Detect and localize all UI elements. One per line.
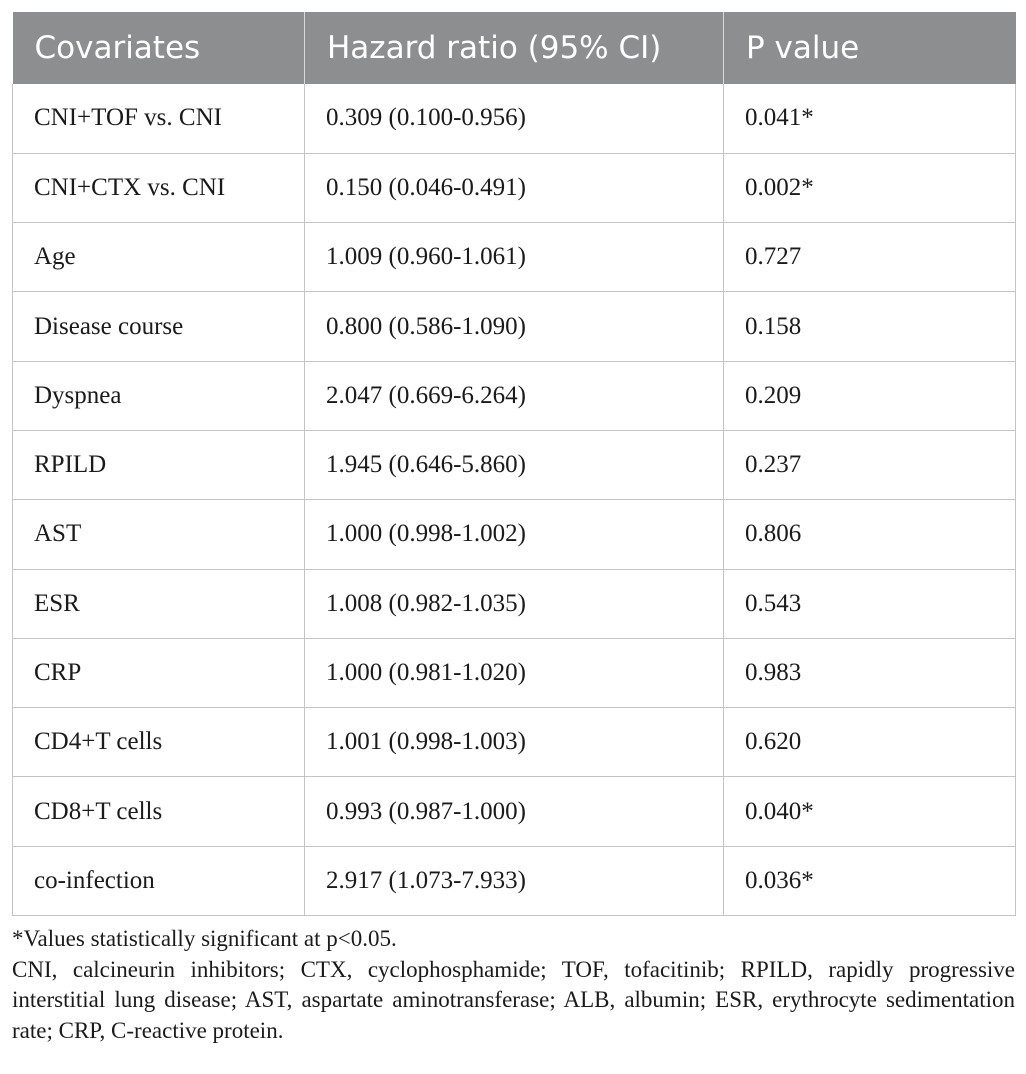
table-row xyxy=(13,223,1016,292)
covariate-cell: Disease course xyxy=(13,292,305,361)
covariate-cell: ESR xyxy=(13,569,305,638)
p-value-cell: 0.806 xyxy=(724,500,1016,569)
covariate-cell: Dyspnea xyxy=(13,361,305,430)
covariate-cell: CRP xyxy=(13,638,305,707)
p-value-cell: 0.983 xyxy=(724,638,1016,707)
table-row xyxy=(13,84,1016,153)
significance-note: *Values statistically significant at p<0.05. xyxy=(12,926,397,951)
hazard-ratio-cell: 1.001 (0.998-1.003) xyxy=(305,708,724,777)
header-covariates: Covariates xyxy=(13,12,305,84)
header-p-value: P value xyxy=(724,12,1016,84)
p-value-cell: 0.237 xyxy=(724,430,1016,499)
hazard-ratio-cell: 1.008 (0.982-1.035) xyxy=(305,569,724,638)
table-row xyxy=(13,153,1016,222)
p-value-cell: 0.158 xyxy=(724,292,1016,361)
p-value-cell: 0.036* xyxy=(724,846,1016,915)
p-value-cell: 0.040* xyxy=(724,777,1016,846)
p-value-cell: 0.002* xyxy=(724,153,1016,222)
p-value-cell: 0.543 xyxy=(724,569,1016,638)
p-value-cell: 0.727 xyxy=(724,223,1016,292)
abbreviations-note: CNI, calcineurin inhibitors; CTX, cyclophosphamide; TOF, tofacitinib; RPILD, rapidly progressive interstitial lung disease; AST, aspartate aminotransferase; ALB, albumin; ESR, erythrocyte sedimentation rate; CRP, C-reactive protein. xyxy=(12,956,1015,1043)
hazard-ratio-cell: 1.945 (0.646-5.860) xyxy=(305,430,724,499)
hazard-ratio-cell: 0.150 (0.046-0.491) xyxy=(305,153,724,222)
hazard-ratio-cell: 1.000 (0.998-1.002) xyxy=(305,500,724,569)
covariate-cell: CD4+T cells xyxy=(13,708,305,777)
p-value-cell: 0.620 xyxy=(724,708,1016,777)
table-row xyxy=(13,361,1016,430)
hazard-ratio-cell: 1.009 (0.960-1.061) xyxy=(305,223,724,292)
table-body xyxy=(13,84,1016,916)
results-table-container xyxy=(12,12,1015,916)
hazard-ratio-cell: 0.800 (0.586-1.090) xyxy=(305,292,724,361)
table-row xyxy=(13,292,1016,361)
hazard-ratio-table xyxy=(12,12,1016,916)
covariate-cell: AST xyxy=(13,500,305,569)
p-value-cell: 0.041* xyxy=(724,84,1016,153)
hazard-ratio-cell: 2.047 (0.669-6.264) xyxy=(305,361,724,430)
covariate-cell: co-infection xyxy=(13,846,305,915)
header-row xyxy=(13,12,1016,84)
p-value-cell: 0.209 xyxy=(724,361,1016,430)
table-row xyxy=(13,500,1016,569)
table-header xyxy=(13,12,1016,84)
hazard-ratio-cell: 0.993 (0.987-1.000) xyxy=(305,777,724,846)
covariate-cell: CD8+T cells xyxy=(13,777,305,846)
covariate-cell: RPILD xyxy=(13,430,305,499)
hazard-ratio-cell: 2.917 (1.073-7.933) xyxy=(305,846,724,915)
header-hazard-ratio: Hazard ratio (95% CI) xyxy=(305,12,724,84)
covariate-cell: Age xyxy=(13,223,305,292)
table-row xyxy=(13,430,1016,499)
table-row xyxy=(13,777,1016,846)
hazard-ratio-cell: 0.309 (0.100-0.956) xyxy=(305,84,724,153)
hazard-ratio-cell: 1.000 (0.981-1.020) xyxy=(305,638,724,707)
table-row xyxy=(13,708,1016,777)
table-row xyxy=(13,638,1016,707)
table-footnotes xyxy=(12,924,1015,1046)
table-row xyxy=(13,846,1016,915)
table-row xyxy=(13,569,1016,638)
covariate-cell: CNI+TOF vs. CNI xyxy=(13,84,305,153)
covariate-cell: CNI+CTX vs. CNI xyxy=(13,153,305,222)
